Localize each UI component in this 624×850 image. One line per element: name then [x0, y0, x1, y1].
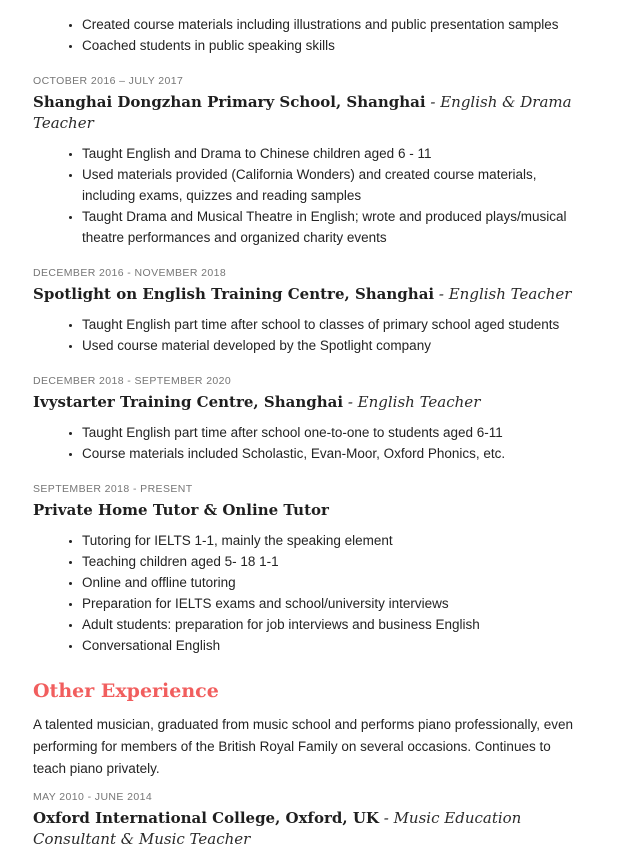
bullet-item: • Teaching children aged 5- 18 1-1 [82, 551, 586, 572]
job-date: DECEMBER 2016 - NOVEMBER 2018 [33, 267, 227, 279]
job-role: English Teacher [448, 285, 572, 303]
job-entry-shanghai-dongzhan [33, 74, 586, 248]
bullet-item: • Taught Drama and Musical Theatre in English; wrote and produced plays/musical theatre performances and organized charity events [82, 206, 586, 248]
intro-bullet-list [33, 14, 586, 56]
job-date: OCTOBER 2016 – JULY 2017 [33, 75, 184, 87]
other-experience-summary: A talented musician, graduated from music school and performs piano professionally, even performing for members of the British Royal Family on several occasions. Continues to teach piano privately. [33, 717, 574, 776]
heading-dash: - [343, 393, 358, 411]
heading-dash: - [425, 93, 441, 111]
job-entry-oxford-international [33, 790, 586, 850]
job-entry-ivystarter [33, 374, 586, 464]
section-heading-other-experience: Other Experience [33, 680, 219, 702]
job-date: DECEMBER 2018 - SEPTEMBER 2020 [33, 375, 232, 387]
bullet-item: • Created course materials including illustrations and public presentation samples [82, 14, 586, 35]
job-heading [33, 92, 586, 134]
bullet-item: • Adult students: preparation for job interviews and business English [82, 614, 586, 635]
job-company: Oxford International College, Oxford, UK [33, 809, 379, 827]
job-role: English & Drama Teacher [33, 93, 572, 132]
bullet-item: • Taught English part time after school one-to-one to students aged 6-11 [82, 422, 586, 443]
bullet-item: • Tutoring for IELTS 1-1, mainly the speaking element [82, 530, 586, 551]
job-heading [33, 500, 586, 521]
job-entry-private-tutor [33, 482, 586, 656]
job-heading [33, 284, 586, 305]
job-bullet-list [33, 422, 586, 464]
heading-dash: - [434, 285, 449, 303]
job-date: MAY 2010 - JUNE 2014 [33, 791, 153, 803]
job-bullet-list [33, 143, 586, 248]
bullet-item: • Preparation for IELTS exams and school/university interviews [82, 593, 586, 614]
job-entry-spotlight [33, 266, 586, 356]
bullet-item: • Taught English and Drama to Chinese children aged 6 - 11 [82, 143, 586, 164]
job-role: Music Education Consultant & Music Teacher [33, 809, 522, 848]
job-bullet-list [33, 314, 586, 356]
job-heading [33, 392, 586, 413]
job-bullet-list [33, 530, 586, 656]
bullet-item: • Used materials provided (California Wonders) and created course materials, including exams, quizzes and reading samples [82, 164, 586, 206]
job-heading [33, 808, 586, 850]
bullet-item: • Online and offline tutoring [82, 572, 586, 593]
bullet-item: • Taught English part time after school to classes of primary school aged students [82, 314, 586, 335]
job-date: SEPTEMBER 2018 - PRESENT [33, 483, 193, 495]
bullet-item: • Used course material developed by the Spotlight company [82, 335, 586, 356]
heading-dash: - [378, 809, 394, 827]
bullet-item: • Conversational English [82, 635, 586, 656]
bullet-item: • Coached students in public speaking skills [82, 35, 586, 56]
job-company: Private Home Tutor & Online Tutor [33, 501, 329, 519]
job-role: English Teacher [357, 393, 481, 411]
bullet-item: • Course materials included Scholastic, Evan-Moor, Oxford Phonics, etc. [82, 443, 586, 464]
job-company: Shanghai Dongzhan Primary School, Shanghai [33, 93, 426, 111]
job-company: Spotlight on English Training Centre, Shanghai [33, 285, 435, 303]
job-company: Ivystarter Training Centre, Shanghai [33, 393, 344, 411]
